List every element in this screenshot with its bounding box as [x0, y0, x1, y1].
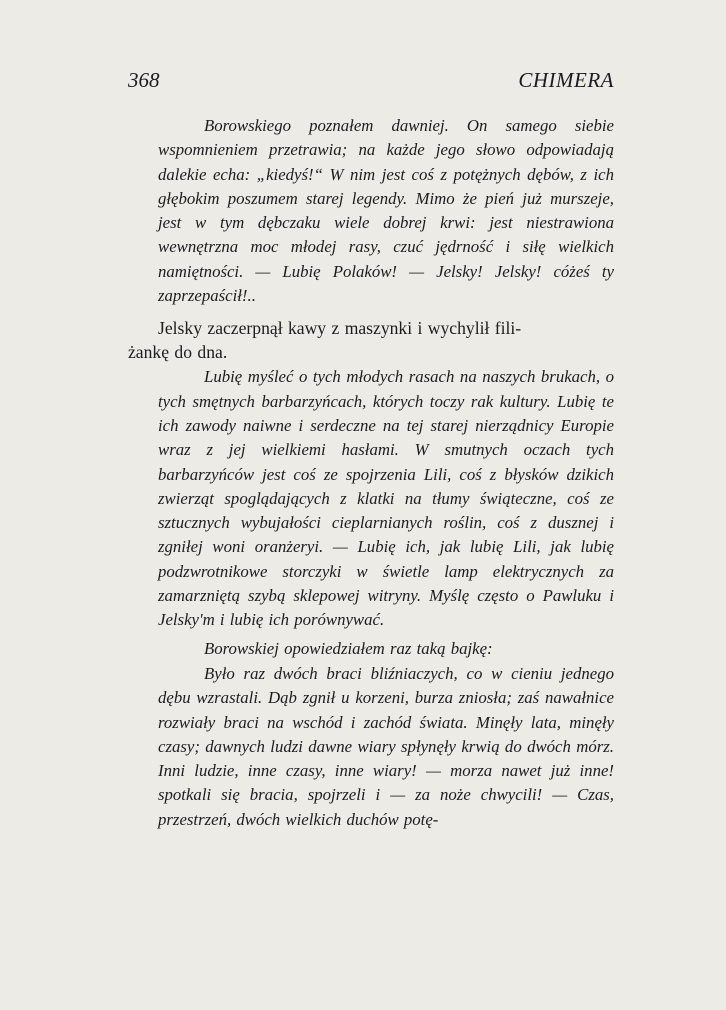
- page-number: 368: [128, 68, 160, 92]
- running-title: CHIMERA: [518, 68, 614, 92]
- paragraph-roman-line-1: Jelsky zaczerpnął kawy z maszynki i wychylił fili-: [158, 318, 522, 339]
- page-header: [128, 68, 614, 94]
- paragraph-italic-3: Borowskiej opowiedziałem raz taką bajkę:: [204, 638, 493, 658]
- paragraph-roman-line-2: żankę do dna.: [128, 341, 228, 362]
- paragraph-italic-4: Było raz dwóch braci bliźniaczych, co w cieniu jednego dębu wzrastali. Dąb zgnił u korzeni, burza zniosła; zaś nawałnice rozwiały braci na wschód i zachód świata. Minęły lata, minęły czasy; dawnych ludzi dawne wiary spłynęły krwią do dwóch mórz. Inni ludzie, inne czasy, inne wiary! — morza nawet już inne! spotkali się bracia, spojrzeli i — za noże chwycili! — Czas, przestrzeń, dwóch wielkich duchów potę-: [158, 663, 614, 829]
- paragraph-italic-1: Borowskiego poznałem dawniej. On samego siebie wspomnieniem przetrawia; na każde jego słowo odpowiadają dalekie echa: „kiedyś!“ W nim jest coś z potężnych dębów, z ich głębokim poszumem starej legendy. Mimo że pień już murszeje, jest w tym dębczaku wiele dobrej krwi: jest niestrawiona wewnętrzna moc młodej rasy, czuć jędrność i siłę wielkich namiętności. — Lubię Polaków! — Jelsky! Jelsky! cóżeś ty zaprzepaścił!..: [158, 116, 614, 306]
- paragraph-italic-2: Lubię myśleć o tych młodych rasach na naszych brukach, o tych smętnych barbarzyńcach, których toczy rak kultury. Lubię te ich zawody naiwne i serdeczne na tej starej nierządnicy Europie wraz z jej wielkiemi hasłami. W smutnych oczach tych barbarzyńców jest coś ze spojrzenia Lili, coś z błysków dzikich zwierząt spoglądających z klatki na tłumy świąteczne, coś ze sztucznych wybujałości cieplarnianych roślin, coś z dusznej i zgniłej woni oranżeryi. — Lubię ich, jak lubię Lili, jak lubię podzwrotnikowe storczyki w świetle lamp elektrycznych za zamarzniętą szybą sklepowej witryny. Myślę często o Pawluku i Jelsky'm i lubię ich porównywać.: [158, 367, 614, 630]
- page-body: [128, 114, 614, 832]
